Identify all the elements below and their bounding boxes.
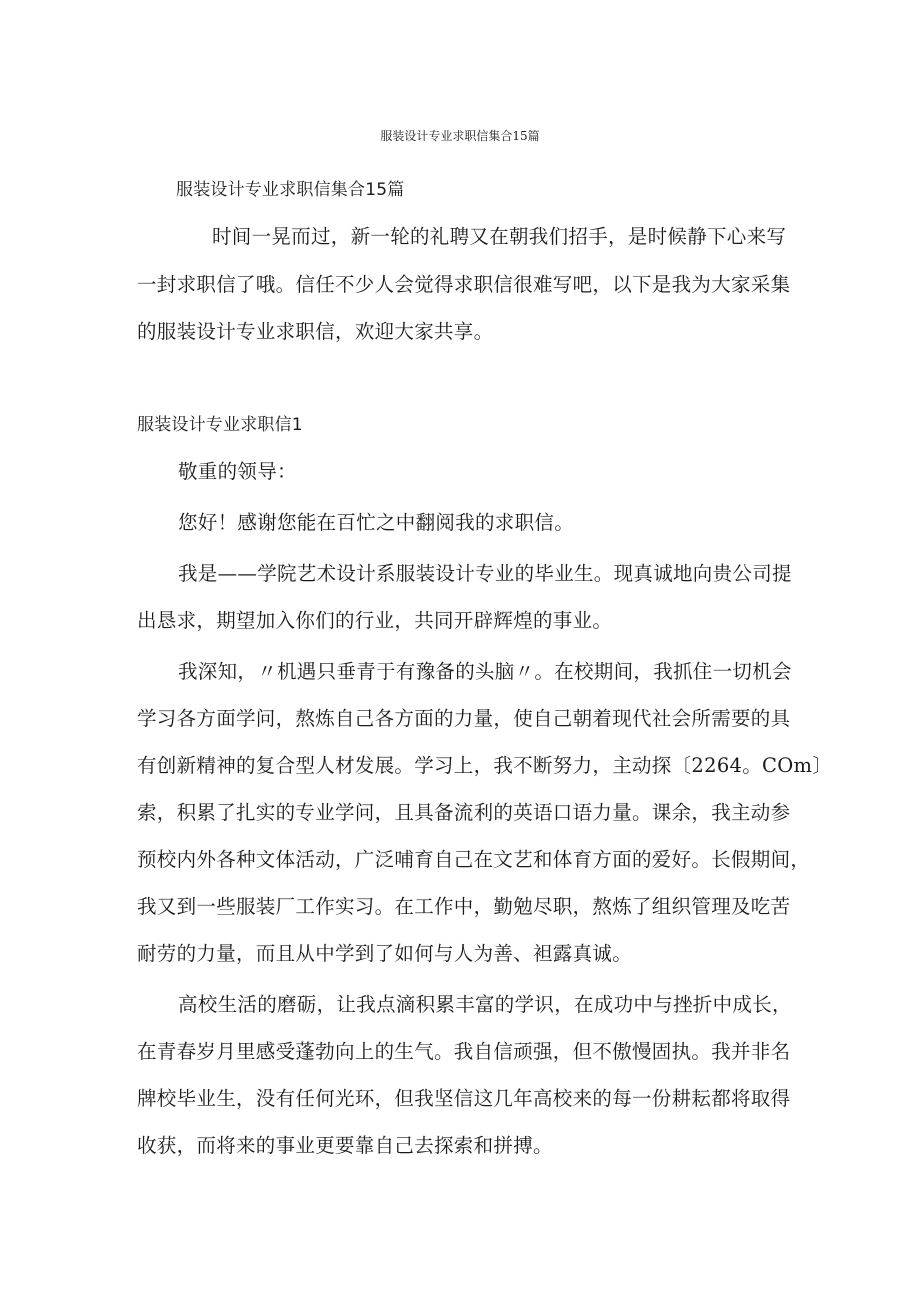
body-line: 耐劳的力量，而且从中学到了如何与人为善、袒露真诚。 [137,942,633,965]
body-line: 高校生活的磨砺，让我点滴积累丰富的学识，在成功中与挫折中成长， [178,993,792,1016]
body-line: 收获，而将来的事业更要靠自己去探索和拼搏。 [137,1134,553,1157]
body-line: 学习各方面学问，熬炼自己各方面的力量，使自己朝着现代社会所需要的具 [137,707,791,730]
intro-line: 一封求职信了哦。信任不少人会觉得求职信很难写吧，以下是我为大家采集 [137,273,791,296]
greeting: 敬重的领导： [178,460,297,483]
section-heading: 服装设计专业求职信1 [137,415,303,435]
body-line: 牌校毕业生，没有任何光环，但我坚信这几年高校来的每一份耕耘都将取得 [137,1087,791,1110]
document-title: 服装设计专业求职信集合15篇 [380,129,540,143]
body-line: 预校内外各种文体活动，广泛哺育自己在文艺和体育方面的爱好。长假期间， [137,848,811,871]
opening-line: 您好！感谢您能在百忙之中翻阅我的求职信。 [178,511,575,534]
body-line: 出恳求，期望加入你们的行业，共同开辟辉煌的事业。 [137,609,613,632]
body-line: 我又到一些服装厂工作实习。在工作中，勤勉尽职，熬炼了组织管理及吃苦 [137,895,791,918]
body-line: 我深知，〃机遇只垂青于有豫备的头脑〃。在校期间，我抓住一切机会 [178,660,792,683]
body-line: 索，积累了扎实的专业学问，且具备流利的英语口语力量。课余，我主动参 [137,801,791,824]
body-line: 在青春岁月里感受蓬勃向上的生气。我自信顽强，但不傲慢固执。我并非名 [137,1040,791,1063]
body-line: 我是——学院艺术设计系服装设计专业的毕业生。现真诚地向贵公司提 [178,562,792,585]
intro-line: 的服装设计专业求职信，欢迎大家共享。 [137,320,494,343]
body-line: 有创新精神的复合型人材发展。学习上，我不断努力，主动探〔2264。COm〕 [137,754,833,777]
intro-line: 时间一晃而过，新一轮的礼聘又在朝我们招手，是时候静下心来写 [212,225,787,248]
document-subtitle: 服装设计专业求职信集合15篇 [176,180,405,200]
